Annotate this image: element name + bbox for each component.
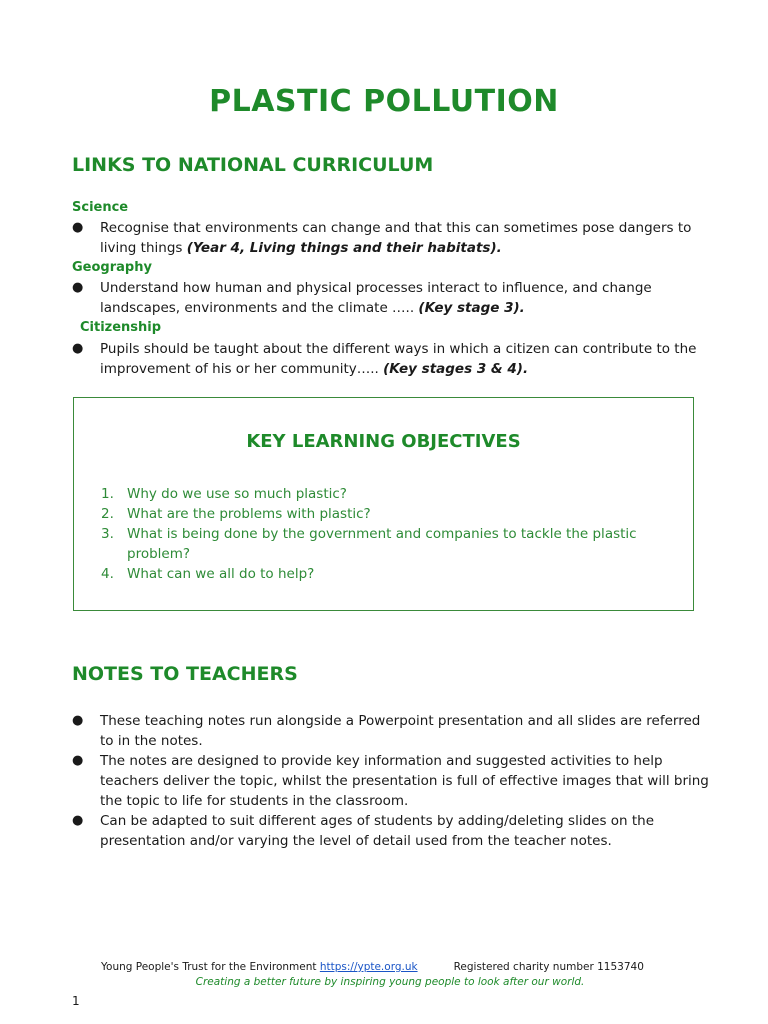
bullet-icon: ● bbox=[72, 813, 84, 828]
subject-geography: Geography bbox=[72, 260, 152, 275]
bullet-icon: ● bbox=[72, 280, 84, 295]
bullet-icon: ● bbox=[72, 220, 84, 235]
footer-org: Young People's Trust for the Environment bbox=[101, 961, 320, 973]
footer-tagline: Creating a better future by inspiring young people to look after our world. bbox=[195, 976, 585, 988]
objectives-heading: KEY LEARNING OBJECTIVES bbox=[246, 431, 521, 452]
notes-heading: NOTES TO TEACHERS bbox=[72, 663, 298, 685]
objective-text: What is being done by the government and companies to tackle the plastic problem? bbox=[127, 526, 637, 562]
objective-text: What can we all do to help? bbox=[127, 566, 315, 582]
curriculum-bullet-geography bbox=[72, 278, 712, 318]
objectives-box bbox=[73, 397, 694, 611]
bullet-text: Understand how human and physical processes interact to influence, and change landscapes, environments and the climate ….. bbox=[100, 280, 652, 316]
objective-number: 1. bbox=[101, 486, 114, 502]
footer-website-link[interactable]: https://ypte.org.uk bbox=[319, 961, 418, 973]
bullet-reference: (Year 4, Living things and their habitats). bbox=[186, 240, 502, 256]
objective-number: 3. bbox=[101, 526, 114, 542]
notes-bullet-text: These teaching notes run alongside a Powerpoint presentation and all slides are referred to in the notes. bbox=[100, 713, 701, 749]
page-number: 1 bbox=[72, 994, 80, 1008]
notes-bullet bbox=[72, 811, 712, 851]
objective-item bbox=[101, 564, 671, 584]
bullet-icon: ● bbox=[72, 753, 84, 768]
notes-bullet bbox=[72, 711, 712, 751]
subject-science: Science bbox=[72, 200, 129, 215]
objective-item bbox=[101, 484, 671, 504]
bullet-icon: ● bbox=[72, 341, 84, 356]
footer-info bbox=[101, 961, 644, 973]
objective-item bbox=[101, 504, 671, 524]
bullet-reference: (Key stages 3 & 4). bbox=[383, 361, 529, 377]
objective-text: What are the problems with plastic? bbox=[127, 506, 371, 522]
bullet-icon: ● bbox=[72, 713, 84, 728]
bullet-text: Recognise that environments can change and that this can sometimes pose dangers to living things bbox=[100, 220, 692, 256]
subject-citizenship: Citizenship bbox=[80, 320, 162, 335]
document-title: PLASTIC POLLUTION bbox=[209, 84, 559, 119]
notes-bullet-text: The notes are designed to provide key information and suggested activities to help teachers deliver the topic, whilst the presentation is full of effective images that will bring the topic to life for students in the classroom. bbox=[100, 753, 709, 809]
bullet-reference: (Key stage 3). bbox=[418, 300, 525, 316]
objectives-list bbox=[101, 484, 671, 584]
objective-number: 4. bbox=[101, 566, 114, 582]
notes-bullet bbox=[72, 751, 712, 811]
notes-bullet-text: Can be adapted to suit different ages of students by adding/deleting slides on the presentation and/or varying the level of detail used from the teacher notes. bbox=[100, 813, 655, 849]
curriculum-bullet-science bbox=[72, 218, 712, 258]
bullet-text: Pupils should be taught about the different ways in which a citizen can contribute to the improvement of his or her community….. bbox=[100, 341, 697, 377]
curriculum-bullet-citizenship bbox=[72, 339, 712, 379]
objective-item bbox=[101, 524, 671, 564]
footer-registration: Registered charity number 1153740 bbox=[453, 961, 644, 973]
objective-number: 2. bbox=[101, 506, 114, 522]
curriculum-heading: LINKS TO NATIONAL CURRICULUM bbox=[72, 154, 434, 176]
objective-text: Why do we use so much plastic? bbox=[127, 486, 347, 502]
